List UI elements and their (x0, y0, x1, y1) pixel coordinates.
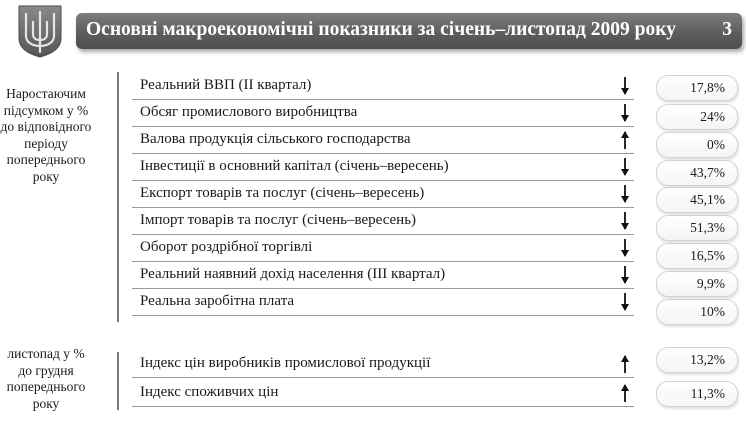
row-separator (132, 207, 634, 208)
indicator-label: Реальний ВВП (ІІ квартал) (140, 77, 312, 93)
indicator-label: Реальна заробітна плата (140, 293, 295, 309)
row-separator (132, 180, 634, 181)
arrow-up-icon (620, 382, 630, 404)
indicator-value (656, 132, 738, 158)
row-separator (132, 377, 634, 378)
indicator-value (656, 243, 738, 269)
page-title: Основні макроекономічні показники за січень–листопад 2009 року (86, 19, 676, 40)
header-bar (76, 13, 742, 49)
indicator-value (656, 271, 738, 297)
indicator-row (132, 155, 634, 181)
indicator-value-text: 0% (707, 137, 725, 152)
row-separator (132, 153, 634, 154)
arrow-up-icon (620, 129, 630, 151)
indicator-value (656, 299, 738, 325)
indicator-label: Експорт товарів та послуг (січень–вересень) (140, 185, 425, 201)
arrow-down-icon (620, 156, 630, 178)
indicator-value-text: 16,5% (690, 248, 725, 263)
indicator-value-text: 17,8% (690, 80, 725, 95)
indicator-row (132, 381, 634, 407)
indicator-value-text: 11,3% (690, 386, 725, 401)
indicator-label: Реальний наявний дохід населення (ІІІ квартал) (140, 266, 446, 282)
indicator-label: Інвестиції в основний капітал (січень–вересень) (140, 158, 449, 174)
section1-label: Наростаючим підсумком у % до відповідного періоду попереднього року (0, 86, 92, 184)
indicator-value (656, 347, 738, 373)
section2-label: листопад у % до грудня попереднього року (6, 346, 86, 411)
indicator-value (656, 187, 738, 213)
indicator-label: Індекс споживчих цін (140, 384, 279, 400)
indicator-row (132, 352, 634, 378)
indicator-label: Оборот роздрібної торгівлі (140, 239, 313, 255)
row-separator (132, 288, 634, 289)
arrow-down-icon (620, 210, 630, 232)
indicator-row (132, 209, 634, 235)
indicator-value-text: 45,1% (690, 192, 725, 207)
indicator-value-text: 10% (700, 304, 725, 319)
arrow-down-icon (620, 291, 630, 313)
indicator-value (656, 104, 738, 130)
indicator-row (132, 236, 634, 262)
row-separator (132, 406, 634, 407)
indicator-label: Валова продукція сільського господарства (140, 131, 411, 147)
indicator-value-text: 51,3% (690, 220, 725, 235)
indicator-value-text: 13,2% (690, 352, 725, 367)
indicator-value-text: 9,9% (696, 276, 725, 291)
indicator-value (656, 160, 738, 186)
arrow-down-icon (620, 264, 630, 286)
section1-divider (117, 72, 119, 322)
row-separator (132, 234, 634, 235)
indicator-row (132, 101, 634, 127)
row-separator (132, 261, 634, 262)
row-separator (132, 99, 634, 100)
indicator-value-text: 24% (700, 109, 725, 124)
arrow-down-icon (620, 75, 630, 97)
indicator-row (132, 290, 634, 316)
indicator-label: Обсяг промислового виробництва (140, 104, 358, 120)
row-separator (132, 315, 634, 316)
section2-divider (117, 352, 119, 410)
indicator-row (132, 182, 634, 208)
indicator-value (656, 215, 738, 241)
indicator-value (656, 75, 738, 101)
arrow-down-icon (620, 237, 630, 259)
indicator-label: Імпорт товарів та послуг (січень–вересень) (140, 212, 417, 228)
arrow-up-icon (620, 353, 630, 375)
arrow-down-icon (620, 102, 630, 124)
arrow-down-icon (620, 183, 630, 205)
indicator-label: Індекс цін виробників промислової продукції (140, 355, 431, 371)
trident-emblem-icon (17, 4, 63, 58)
indicator-row (132, 74, 634, 100)
indicator-row (132, 263, 634, 289)
indicator-value (656, 381, 738, 407)
indicator-value-text: 43,7% (690, 165, 725, 180)
page-number: 3 (722, 19, 732, 40)
row-separator (132, 126, 634, 127)
indicator-row (132, 128, 634, 154)
